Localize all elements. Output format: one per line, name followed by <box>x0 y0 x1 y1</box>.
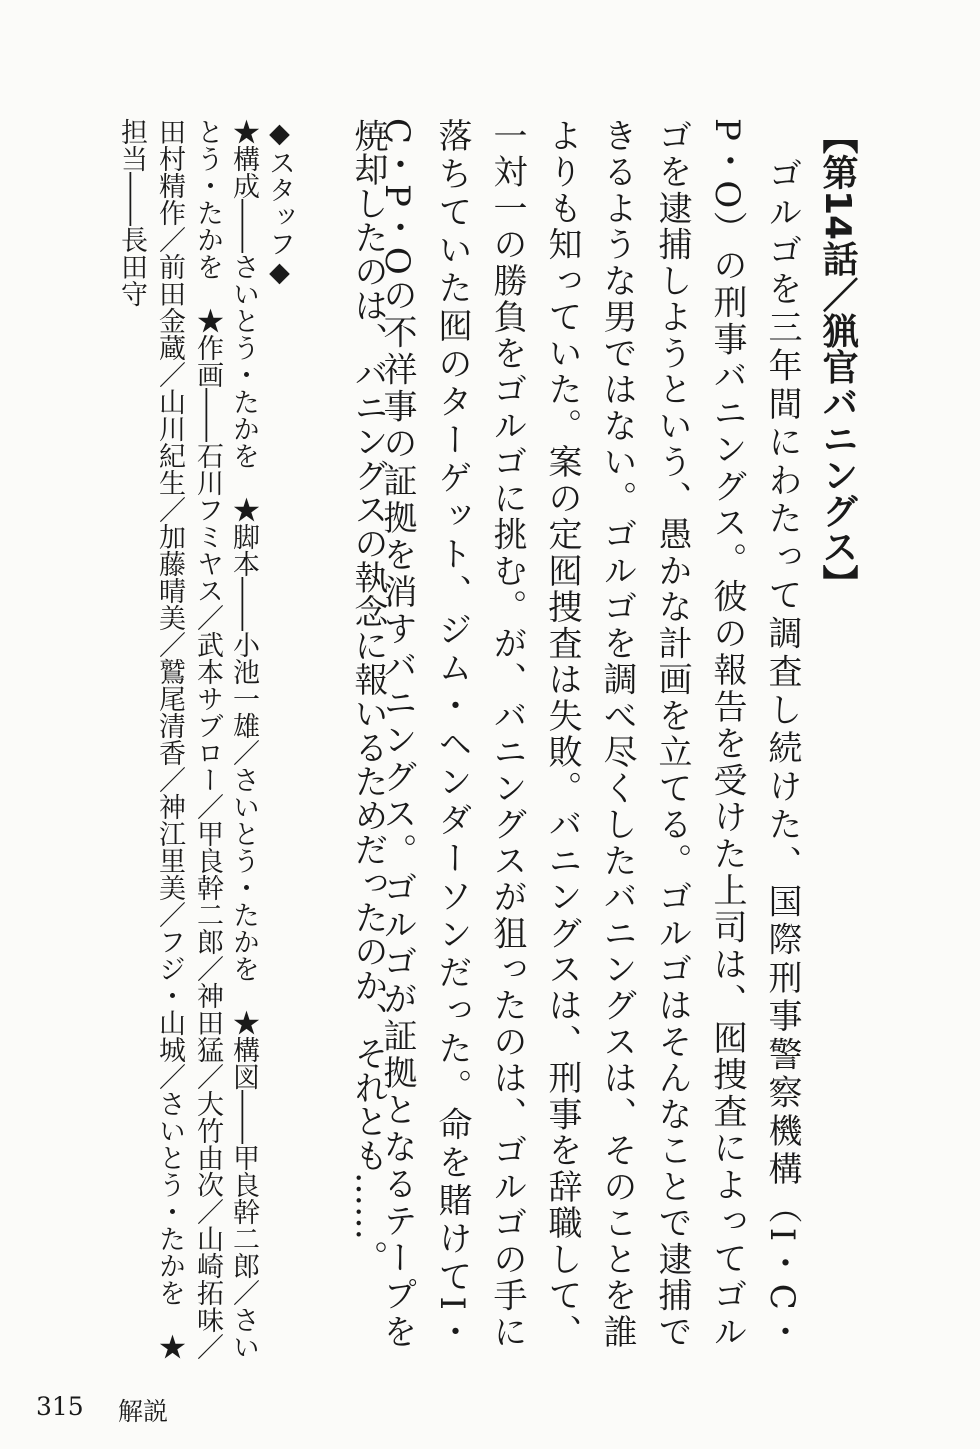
section-label: 解説 <box>118 1397 169 1426</box>
body-column: ゴルゴを三年間にわたって調査し続けた、国際刑事警察機構（I・C・ <box>762 118 802 1348</box>
staff-column: とう・たかを ★作画――石川フミヤス／武本サブロー／甲良幹二郎／神田猛／大竹由次／山崎拓味／ <box>192 118 223 1360</box>
body-column: 一対一の勝負をゴルゴに挑む。が、バニングスが狙ったのは、ゴルゴの手に <box>487 118 527 1348</box>
body-column: 落ちていた囮のターゲット、ジム・ヘンダーソンだった。命を賭けてI・ <box>432 118 472 1348</box>
body-column: ゴを逮捕しようという、愚かな計画を立てる。ゴルゴはそんなことで逮捕で <box>652 118 692 1348</box>
body-column: きるような男ではない。ゴルゴを調べ尽くしたバニングスは、そのことを誰 <box>597 118 637 1348</box>
body-column: 焼却したのは、バニングスの執念に報いるためだったのか、それとも……。 <box>348 118 388 1274</box>
staff-column: 担当――長田守 <box>116 118 147 307</box>
body-column: よりも知っていた。案の定囮捜査は失敗。バニングスは、刑事を辞職して、 <box>542 118 582 1349</box>
body-column: C・P・Oの不祥事の証拠を消すバニングス。ゴルゴが証拠となるテープを <box>377 118 417 1348</box>
staff-column: ★構成――さいとう・たかを ★脚本――小池一雄／さいとう・たかを ★構図――甲良幹二郎／さい <box>228 118 259 1360</box>
page-number: 315 <box>36 1392 84 1421</box>
episode-heading: 【第14話／猟官バニングス】 <box>817 118 858 601</box>
body-column: P・O）の刑事バニングス。彼の報告を受けた上司は、囮捜査によってゴル <box>707 118 747 1348</box>
staff-heading: ◆スタッフ◆ <box>264 118 295 288</box>
staff-column: 田村精作／前田金蔵／山川紀生／加藤晴美／鷲尾清香／神江里美／フジ・山城／さいとう・たかを ★ <box>154 118 185 1360</box>
